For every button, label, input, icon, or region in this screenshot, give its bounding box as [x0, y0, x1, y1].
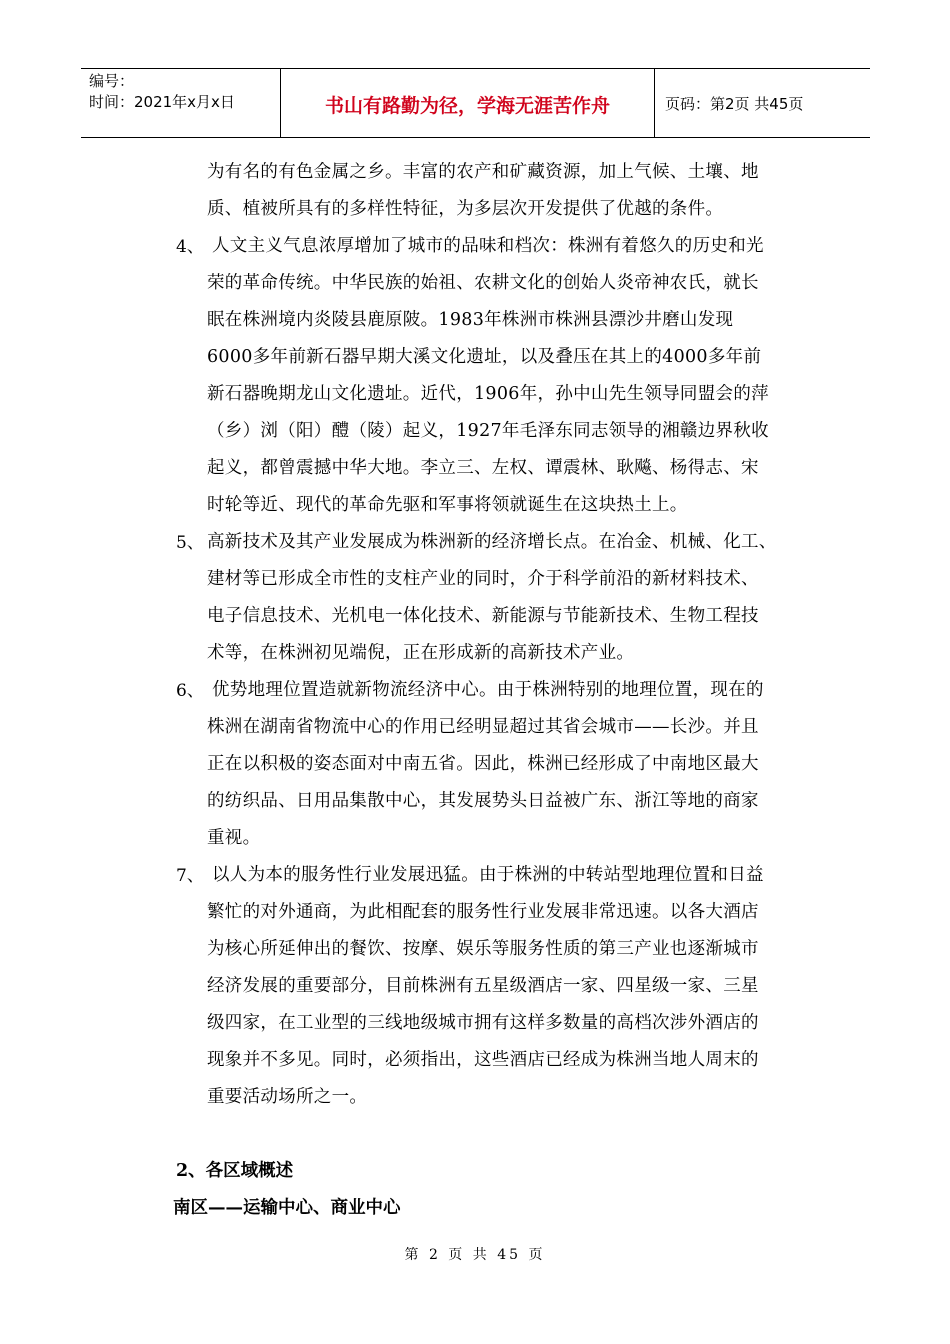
list-item-line: 术等，在株洲初见端倪，正在形成新的高新技术产业。 — [207, 643, 635, 663]
list-item-line: 以人为本的服务性行业发展迅猛。由于株洲的中转站型地理位置和日益 — [212, 865, 764, 885]
list-item-line: 级四家，在工业型的三线地级城市拥有这样多数量的高档次涉外酒店的 — [207, 1013, 759, 1033]
list-item-line: 人文主义气息浓厚增加了城市的品味和档次：株洲有着悠久的历史和光 — [212, 236, 764, 256]
list-item-line: 为核心所延伸出的餐饮、按摩、娱乐等服务性质的第三产业也逐渐城市 — [207, 939, 759, 959]
list-item-line: 高新技术及其产业发展成为株洲新的经济增长点。在冶金、机械、化工、 — [207, 532, 777, 552]
list-item-line: 的纺织品、日用品集散中心，其发展势头日益被广东、浙江等地的商家 — [207, 791, 759, 811]
list-item-line: （乡）浏（阳）醴（陵）起义，1927年毛泽东同志领导的湘赣边界秋收 — [207, 421, 769, 441]
page-footer: 第 2 页 共 45 页 — [404, 1247, 546, 1263]
list-item-number: 4、 — [176, 237, 204, 257]
header-meta — [81, 69, 281, 137]
header-time: 时间：2021年x月x日 — [89, 93, 235, 111]
page-header — [81, 68, 870, 138]
list-item-number: 7、 — [176, 866, 204, 886]
list-item-line: 6000多年前新石器早期大溪文化遗址，以及叠压在其上的4000多年前 — [207, 347, 762, 367]
intro-line: 质、植被所具有的多样性特征，为多层次开发提供了优越的条件。 — [207, 199, 724, 219]
header-page-info: 页码：第2页 共45页 — [665, 94, 804, 113]
intro-line: 为有名的有色金属之乡。丰富的农产和矿藏资源，加上气候、土壤、地 — [207, 162, 759, 182]
list-item-line: 正在以积极的姿态面对中南五省。因此，株洲已经形成了中南地区最大 — [207, 754, 759, 774]
list-item-line: 新石器晚期龙山文化遗址。近代，1906年，孙中山先生领导同盟会的萍 — [207, 384, 769, 404]
list-item-line: 起义，都曾震撼中华大地。李立三、左权、谭震林、耿飚、杨得志、宋 — [207, 458, 759, 478]
list-item-line: 株洲在湖南省物流中心的作用已经明显超过其省会城市——长沙。并且 — [207, 717, 759, 737]
list-item-line: 繁忙的对外通商，为此相配套的服务性行业发展非常迅速。以各大酒店 — [207, 902, 759, 922]
list-item-line: 现象并不多见。同时，必须指出，这些酒店已经成为株洲当地人周末的 — [207, 1050, 759, 1070]
header-motto: 书山有路勤为径，学海无涯苦作舟 — [281, 69, 655, 137]
list-item-line: 优势地理位置造就新物流经济中心。由于株洲特别的地理位置，现在的 — [212, 680, 764, 700]
list-item-line: 重视。 — [207, 828, 261, 848]
list-item-number: 5、 — [176, 533, 204, 553]
list-item-line: 电子信息技术、光机电一体化技术、新能源与节能新技术、生物工程技 — [207, 606, 759, 626]
list-item-line: 建材等已形成全市性的支柱产业的同时，介于科学前沿的新材料技术、 — [207, 569, 759, 589]
section-heading: 2、各区域概述 — [176, 1161, 294, 1181]
sub-heading: 南区——运输中心、商业中心 — [173, 1198, 401, 1218]
list-item-line: 时轮等近、现代的革命先驱和军事将领就诞生在这块热土上。 — [207, 495, 688, 515]
list-item-line: 重要活动场所之一。 — [207, 1087, 368, 1107]
header-number: 编号： — [89, 72, 135, 90]
list-item-line: 眠在株洲境内炎陵县鹿原陂。1983年株洲市株洲县漂沙井磨山发现 — [207, 310, 734, 330]
list-item-line: 经济发展的重要部分，目前株洲有五星级酒店一家、四星级一家、三星 — [207, 976, 759, 996]
list-item-number: 6、 — [176, 681, 204, 701]
list-item-line: 荣的革命传统。中华民族的始祖、农耕文化的创始人炎帝神农氏，就长 — [207, 273, 759, 293]
